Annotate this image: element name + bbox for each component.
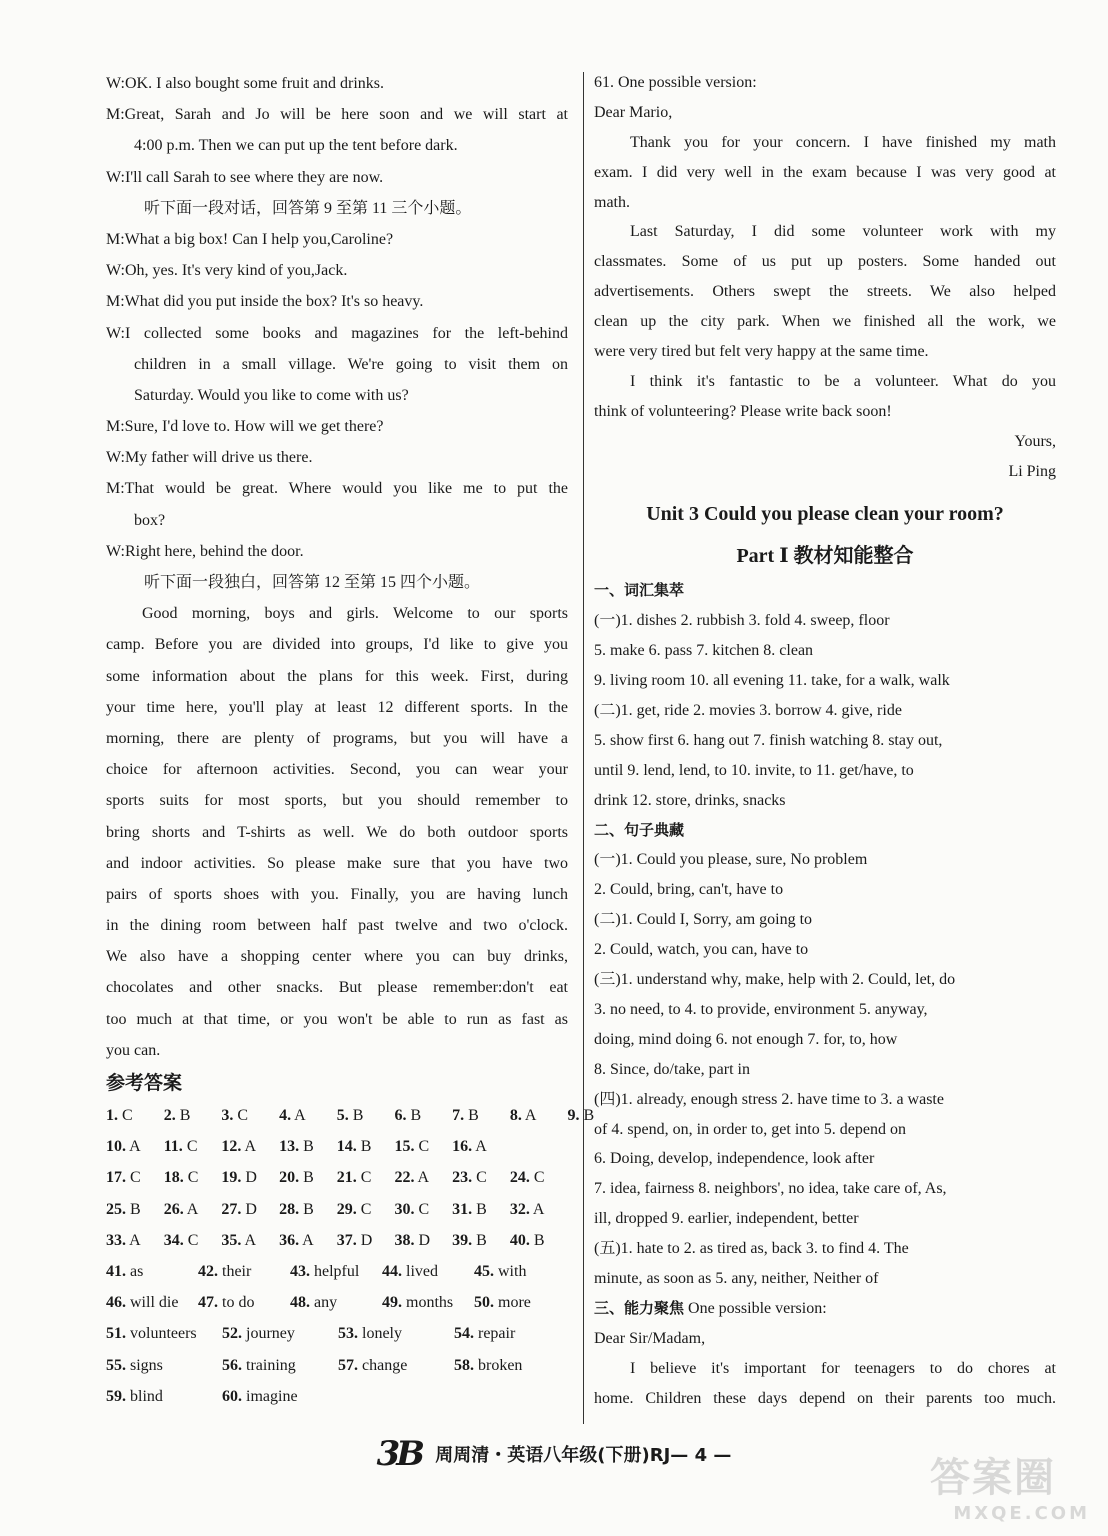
dialogue-line: M:That would be great. Where would you like me to put the [106,480,568,498]
answer-row [106,1256,568,1287]
answer-item: 50. more [474,1294,531,1312]
answer-item: 6. B [394,1107,422,1124]
footer-text: 周周清・英语八年级(下册)RJ— 4 — [435,1445,732,1466]
answers-heading: 参考答案 [106,1072,183,1094]
dialogue-2 [106,224,568,567]
dialogue-line: M:Sure, I'd love to. How will we get there? [106,418,384,436]
answer-item: 15. C [394,1138,430,1156]
letter-closing: Yours, [1014,432,1056,450]
answer-item: 28. B [279,1200,314,1218]
answer-row [106,1162,568,1193]
letter-line: advertisements. Others swept the streets. We also helped [594,283,1056,301]
answer-item: 17. C [106,1169,141,1187]
answer-item: 39. B [452,1231,487,1249]
essay-body [594,1354,1056,1414]
monologue-line: your time here, you'll play at least 12 different sports. In the [106,698,568,716]
answer-line: 2. Could, watch, you can, have to [594,941,809,959]
answer-item: 19. D [221,1169,257,1187]
listening-instruction: 听下面一段对话，回答第 9 至第 11 三个小题。 [144,199,472,217]
letter-line: math. [594,193,630,211]
answer-line: doing, mind doing 6. not enough 7. for, to, how [594,1030,898,1048]
dialogue-line: 4:00 p.m. Then we can put up the tent before dark. [134,137,458,155]
dialogue-line: box? [134,511,166,529]
answer-item: 1. C [106,1107,133,1124]
answer-item: 54. repair [454,1325,516,1343]
monologue-line: you can. [106,1041,161,1059]
answer-item: 41. as [106,1262,144,1280]
answer-item: 3. C [221,1107,249,1124]
dialogue-line: M:What did you put inside the box? It's so heavy. [106,293,424,311]
answer-item: 49. months [382,1294,454,1312]
answer-line: (二)1. get, ride 2. movies 3. borrow 4. give, ride [594,702,902,720]
left-column [106,68,595,1412]
essay-greeting: Dear Sir/Madam, [594,1329,706,1347]
answer-line: 8. Since, do/take, part in [594,1060,750,1078]
letter-greeting: Dear Mario, [594,103,673,121]
answer-row [106,1100,595,1131]
answer-line: drink 12. store, drinks, snacks [594,791,786,809]
answer-line: (一)1. Could you please, sure, No problem [594,851,868,869]
monologue-line: camp. Before you are divided into groups, I'd like to give you [106,636,568,654]
section-heading: 二、句子典藏 [594,820,685,839]
answer-item: 38. D [394,1231,430,1249]
answer-item: 33. A [106,1231,141,1249]
dialogue-line: W:Oh, yes. It's very kind of you,Jack. [106,262,348,280]
monologue-line: bring shorts and T-shirts as well. We do both outdoor sports [106,823,568,841]
monologue [106,598,568,1066]
publisher-logo: 3B [376,1434,422,1474]
unit-title: Unit 3 Could you please clean your room? [646,503,1004,526]
answer-row [106,1131,568,1162]
answer-item: 56. training [222,1356,296,1374]
answer-item: 5. B [336,1107,364,1124]
answer-line: 3. no need, to 4. to provide, environment 5. anyway, [594,1000,928,1018]
answer-line: (三)1. understand why, make, help with 2. Could, let, do [594,971,956,989]
answer-item: 46. will die [106,1294,179,1312]
answer-item: 51. volunteers [106,1325,197,1343]
monologue-line: and indoor activities. So please make sure that you have two [106,854,568,872]
answer-line: (二)1. Could I, Sorry, am going to [594,911,813,929]
answer-line: of 4. spend, on, in order to, get into 5. depend on [594,1120,906,1138]
answer-item: 2. B [163,1107,191,1124]
answer-item: 10. A [106,1138,141,1156]
answer-item: 31. B [452,1200,487,1218]
right-column [594,68,1056,1413]
letter-line: Thank you for your concern. I have finished my math [630,133,1056,151]
dialogue-line: W:OK. I also bought some fruit and drinks. [106,75,385,92]
dialogue-line: W:I collected some books and magazines for the left-behind [106,324,568,342]
letter-line: were very tired but felt very happy at the same time. [594,343,929,361]
answer-line: 7. idea, fairness 8. neighbors', no idea, take care of, As, [594,1180,947,1198]
answer-item: 35. A [221,1231,257,1249]
section-3-label: 三、能力聚焦 [594,1298,685,1317]
answer-item: 32. A [509,1200,545,1218]
dialogue-line: Saturday. Would you like to come with us? [134,386,409,404]
answer-row [106,1287,568,1318]
answer-item: 14. B [336,1138,372,1156]
monologue-line: some information about the plans for this week. First, during [106,667,568,685]
answer-item: 26. A [163,1200,199,1218]
section-3-heading [594,1294,1056,1324]
column-divider [583,72,584,1424]
answer-item: 9. B [567,1107,595,1124]
sentence-answers [594,845,1056,1293]
letter-line: Last Saturday, I did some volunteer work with my [630,223,1056,241]
answer-key [106,1100,595,1412]
answer-item: 47. to do [198,1294,255,1312]
monologue-line: Good morning, boys and girls. Welcome to our sports [142,605,568,623]
answer-item: 45. with [474,1262,527,1280]
dialogue-1 [106,68,568,193]
answer-item: 4. A [279,1107,306,1124]
answer-row [106,1318,568,1349]
answer-line: (四)1. already, enough stress 2. have time to 3. a waste [594,1090,944,1108]
answer-line: 5. make 6. pass 7. kitchen 8. clean [594,642,814,660]
answer-item: 44. lived [382,1262,438,1280]
answer-line: 9. living room 10. all evening 11. take, for a walk, walk [594,672,950,690]
dialogue-line: M:What a big box! Can I help you,Caroline? [106,230,394,248]
letter-line: exam. I did very well in the exam because I was very good at [594,163,1056,181]
answer-line: 2. Could, bring, can't, have to [594,881,784,899]
answer-item: 36. A [279,1231,314,1249]
essay-line: home. Children these days depend on their parents too much. [594,1389,1056,1407]
monologue-line: sports suits for most sports, but you should remember to [106,792,568,810]
answer-item: 53. lonely [338,1325,402,1343]
letter-signature: Li Ping [1008,462,1056,480]
section-3-text: One possible version: [684,1299,827,1317]
answer-row [106,1381,568,1412]
letter-line: clean up the city park. When we finished all the work, we [594,313,1056,331]
dialogue-line: W:My father will drive us there. [106,449,313,467]
answer-line: (一)1. dishes 2. rubbish 3. fold 4. sweep, floor [594,612,890,630]
monologue-line: morning, there are plenty of programs, but you will have a [106,729,568,747]
monologue-line: too much at that time, or you won't be able to run as fast as [106,1010,568,1028]
answer-item: 48. any [290,1294,338,1312]
answer-line: ill, dropped 9. earlier, independent, better [594,1210,859,1228]
answer-item: 42. their [198,1262,252,1280]
answer-item: 60. imagine [222,1387,298,1405]
answer-row [106,1350,568,1381]
answer-item: 52. journey [222,1325,295,1343]
answer-item: 43. helpful [290,1262,360,1280]
answer-item: 55. signs [106,1356,163,1374]
answer-item: 29. C [336,1200,372,1218]
monologue-line: We also have a shopping center where you can buy drinks, [106,948,568,966]
section-heading: 一、词汇集萃 [594,581,685,600]
letter-line: classmates. Some of us put up posters. Some handed out [594,253,1056,271]
answer-item: 23. C [452,1169,487,1187]
answer-item: 18. C [163,1169,199,1187]
answer-item: 16. A [452,1138,487,1156]
monologue-line: in the dining room between half past twelve and two o'clock. [106,917,568,935]
answer-item: 13. B [279,1138,314,1156]
answer-line: minute, as soon as 5. any, neither, Neither of [594,1269,879,1287]
letter-line: I think it's fantastic to be a volunteer. What do you [630,372,1056,390]
essay-line: I believe it's important for teenagers to do chores at [630,1359,1056,1377]
answer-item: 11. C [163,1138,198,1156]
answer-item: 30. C [394,1200,430,1218]
answer-item: 58. broken [454,1356,523,1374]
answer-item: 20. B [279,1169,314,1187]
monologue-line: choice for afternoon activities. Second, you can wear your [106,761,568,779]
answer-item: 8. A [509,1107,537,1124]
letter-body [594,128,1056,427]
answer-item: 24. C [509,1169,545,1187]
answer-item: 7. B [452,1107,479,1124]
monologue-line: chocolates and other snacks. But please remember:don't eat [106,979,568,997]
dialogue-line: W:Right here, behind the door. [106,542,304,560]
answer-item: 21. C [336,1169,372,1187]
watermark [930,1446,1090,1526]
answer-line: until 9. lend, lend, to 10. invite, to 11. get/have, to [594,761,914,779]
answer-line: 6. Doing, develop, independence, look after [594,1150,875,1168]
answer-item: 37. D [336,1231,373,1249]
answer-item: 40. B [509,1231,545,1249]
watermark-cn: 答案圈 [930,1455,1056,1501]
monologue-line: pairs of sports shoes with you. Finally, you are having lunch [106,885,568,903]
listening-instruction: 听下面一段独白，回答第 12 至第 15 四个小题。 [144,574,481,591]
answer-item: 12. A [221,1138,257,1156]
letter-intro: 61. One possible version: [594,74,757,91]
answer-item: 34. C [163,1231,199,1249]
dialogue-line: W:I'll call Sarah to see where they are now. [106,168,384,186]
answer-item: 22. A [394,1169,430,1187]
answer-item: 59. blind [106,1387,163,1405]
watermark-en: MXQE.COM [953,1503,1090,1524]
dialogue-line: children in a small village. We're going to visit them on [134,355,568,373]
letter-line: think of volunteering? Please write back soon! [594,402,892,420]
dialogue-line: M:Great, Sarah and Jo will be here soon and we will start at [106,106,568,124]
answer-item: 27. D [221,1200,257,1218]
vocabulary-answers [594,606,1056,815]
answer-item: 25. B [106,1200,141,1218]
answer-row [106,1194,568,1225]
answer-row [106,1225,568,1256]
answer-line: 5. show first 6. hang out 7. finish watching 8. stay out, [594,731,943,749]
part-title: Part Ⅰ 教材知能整合 [736,545,914,568]
answer-item: 57. change [338,1356,408,1374]
answer-line: (五)1. hate to 2. as tired as, back 3. to find 4. The [594,1240,909,1258]
